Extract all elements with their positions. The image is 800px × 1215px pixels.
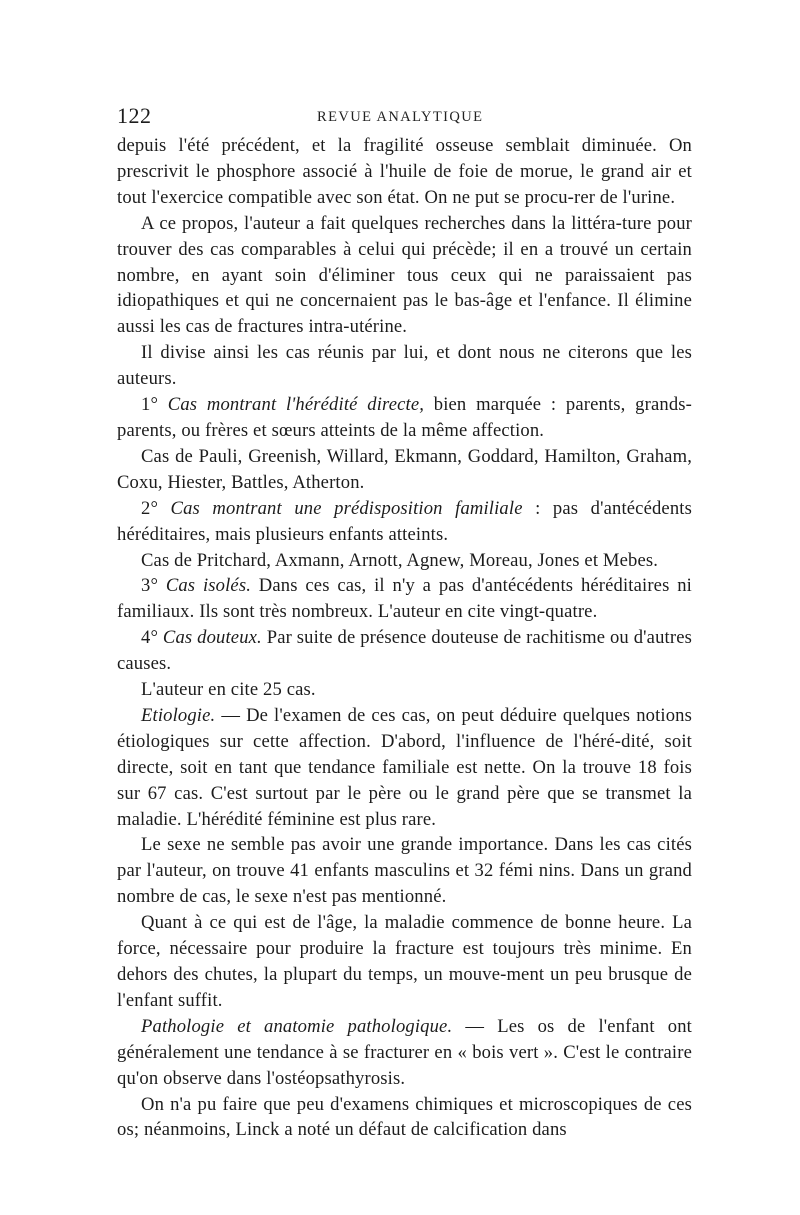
page-number: 122 xyxy=(117,103,152,128)
list-number: 3° xyxy=(141,575,166,597)
italic-heading: Cas isolés. xyxy=(165,575,252,597)
section-heading-pathologie: Pathologie et anatomie pathologique. xyxy=(141,1015,453,1037)
running-head: REVUE ANALYTIQUE xyxy=(317,109,484,125)
paragraph-8 xyxy=(117,573,692,625)
body-text xyxy=(117,133,692,1143)
paragraph-15 xyxy=(117,1092,692,1144)
paragraph-12 xyxy=(117,832,692,910)
paragraph-text: Quant à ce qui est de l'âge, la maladie commence de bonne heure. La force, nécessaire pour produire la fracture est toujours très minime. En dehors des chutes, la plupart du temps, un mouve-ment un peu brusque de l'enfant suffit. xyxy=(117,912,692,1011)
italic-heading: Cas montrant l'hérédité directe, xyxy=(167,394,425,416)
paragraph-text: Le sexe ne semble pas avoir une grande importance. Dans les cas cités par l'auteur, on trouve 41 enfants masculins et 32 fémi nins. Dans un grand nombre de cas, le sexe n'est pas mentionné. xyxy=(117,834,692,908)
section-heading-etiologie: Etiologie. xyxy=(141,704,216,726)
paragraph-text: depuis l'été précédent, et la fragilité osseuse semblait diminuée. On prescrivit le phosphore associé à l'huile de foie de morue, le grand air et tout l'exercice compatible avec son état. On ne put se procu-rer de l'urine. xyxy=(117,135,692,208)
paragraph-text: Cas de Pritchard, Axmann, Arnott, Agnew, Moreau, Jones et Mebes. xyxy=(141,549,659,571)
paragraph-text: — De l'examen de ces cas, on peut déduire quelques notions étiologiques sur cette affection. D'abord, l'influence de l'héré-dité, soit directe, soit en tant que tendance familiale est nette. On la trouve 18 fois sur 67 cas. C'est surtout par le père ou le grand père que se transmet la maladie. L'hérédité féminine est plus rare. xyxy=(117,704,692,830)
paragraph-11 xyxy=(117,703,692,833)
paragraph-text: Par suite de présence douteuse de rachitisme ou d'autres causes. xyxy=(117,627,692,675)
list-number: 4° xyxy=(141,627,163,649)
list-number: 1° xyxy=(141,394,168,416)
paragraph-6 xyxy=(117,496,692,548)
list-number: 2° xyxy=(141,497,171,519)
paragraph-1 xyxy=(117,133,692,211)
paragraph-13 xyxy=(117,910,692,1014)
paragraph-7 xyxy=(117,548,692,574)
paragraph-3 xyxy=(117,340,692,392)
paragraph-5 xyxy=(117,444,692,496)
paragraph-9 xyxy=(117,625,692,677)
paragraph-text: bien marquée : parents, grands-parents, ou frères et sœurs atteints de la même affection. xyxy=(117,394,692,441)
italic-heading: Cas douteux. xyxy=(162,627,262,649)
paragraph-10 xyxy=(117,677,692,703)
paragraph-2 xyxy=(117,211,692,341)
paragraph-text: : pas d'antécédents héréditaires, mais plusieurs enfants atteints. xyxy=(117,497,692,545)
paragraph-text: A ce propos, l'auteur a fait quelques recherches dans la littéra-ture pour trouver des cas comparables à celui qui précède; il en a trouvé un certain nombre, en ayant soin d'éliminer tous ceux qui ne paraissaient pas idiopathiques et qui ne concernaient pas le bas-âge et l'enfance. Il élimine aussi les cas de fractures intra-utérine. xyxy=(117,212,692,338)
paragraph-text: — Les os de l'enfant ont généralement une tendance à se fracturer en « bois vert ». C'est le contraire qu'on observe dans l'ostéopsathyrosis. xyxy=(117,1015,692,1089)
paragraph-text: Il divise ainsi les cas réunis par lui, et dont nous ne citerons que les auteurs. xyxy=(117,342,692,390)
paragraph-4 xyxy=(117,392,692,444)
paragraph-text: Dans ces cas, il n'y a pas d'antécédents héréditaires ni familiaux. Ils sont très nombreux. L'auteur en cite vingt-quatre. xyxy=(117,575,692,623)
page-header xyxy=(117,103,692,133)
paragraph-text: Cas de Pauli, Greenish, Willard, Ekmann, Goddard, Hamilton, Graham, Coxu, Hiester, Battles, Atherton. xyxy=(117,445,692,493)
paragraph-text: L'auteur en cite 25 cas. xyxy=(141,679,316,701)
italic-heading: Cas montrant une prédisposition familiale xyxy=(170,497,523,519)
paragraph-text: On n'a pu faire que peu d'examens chimiques et microscopiques de ces os; néanmoins, Linck a noté un défaut de calcification dans xyxy=(117,1093,692,1141)
paragraph-14 xyxy=(117,1014,692,1092)
